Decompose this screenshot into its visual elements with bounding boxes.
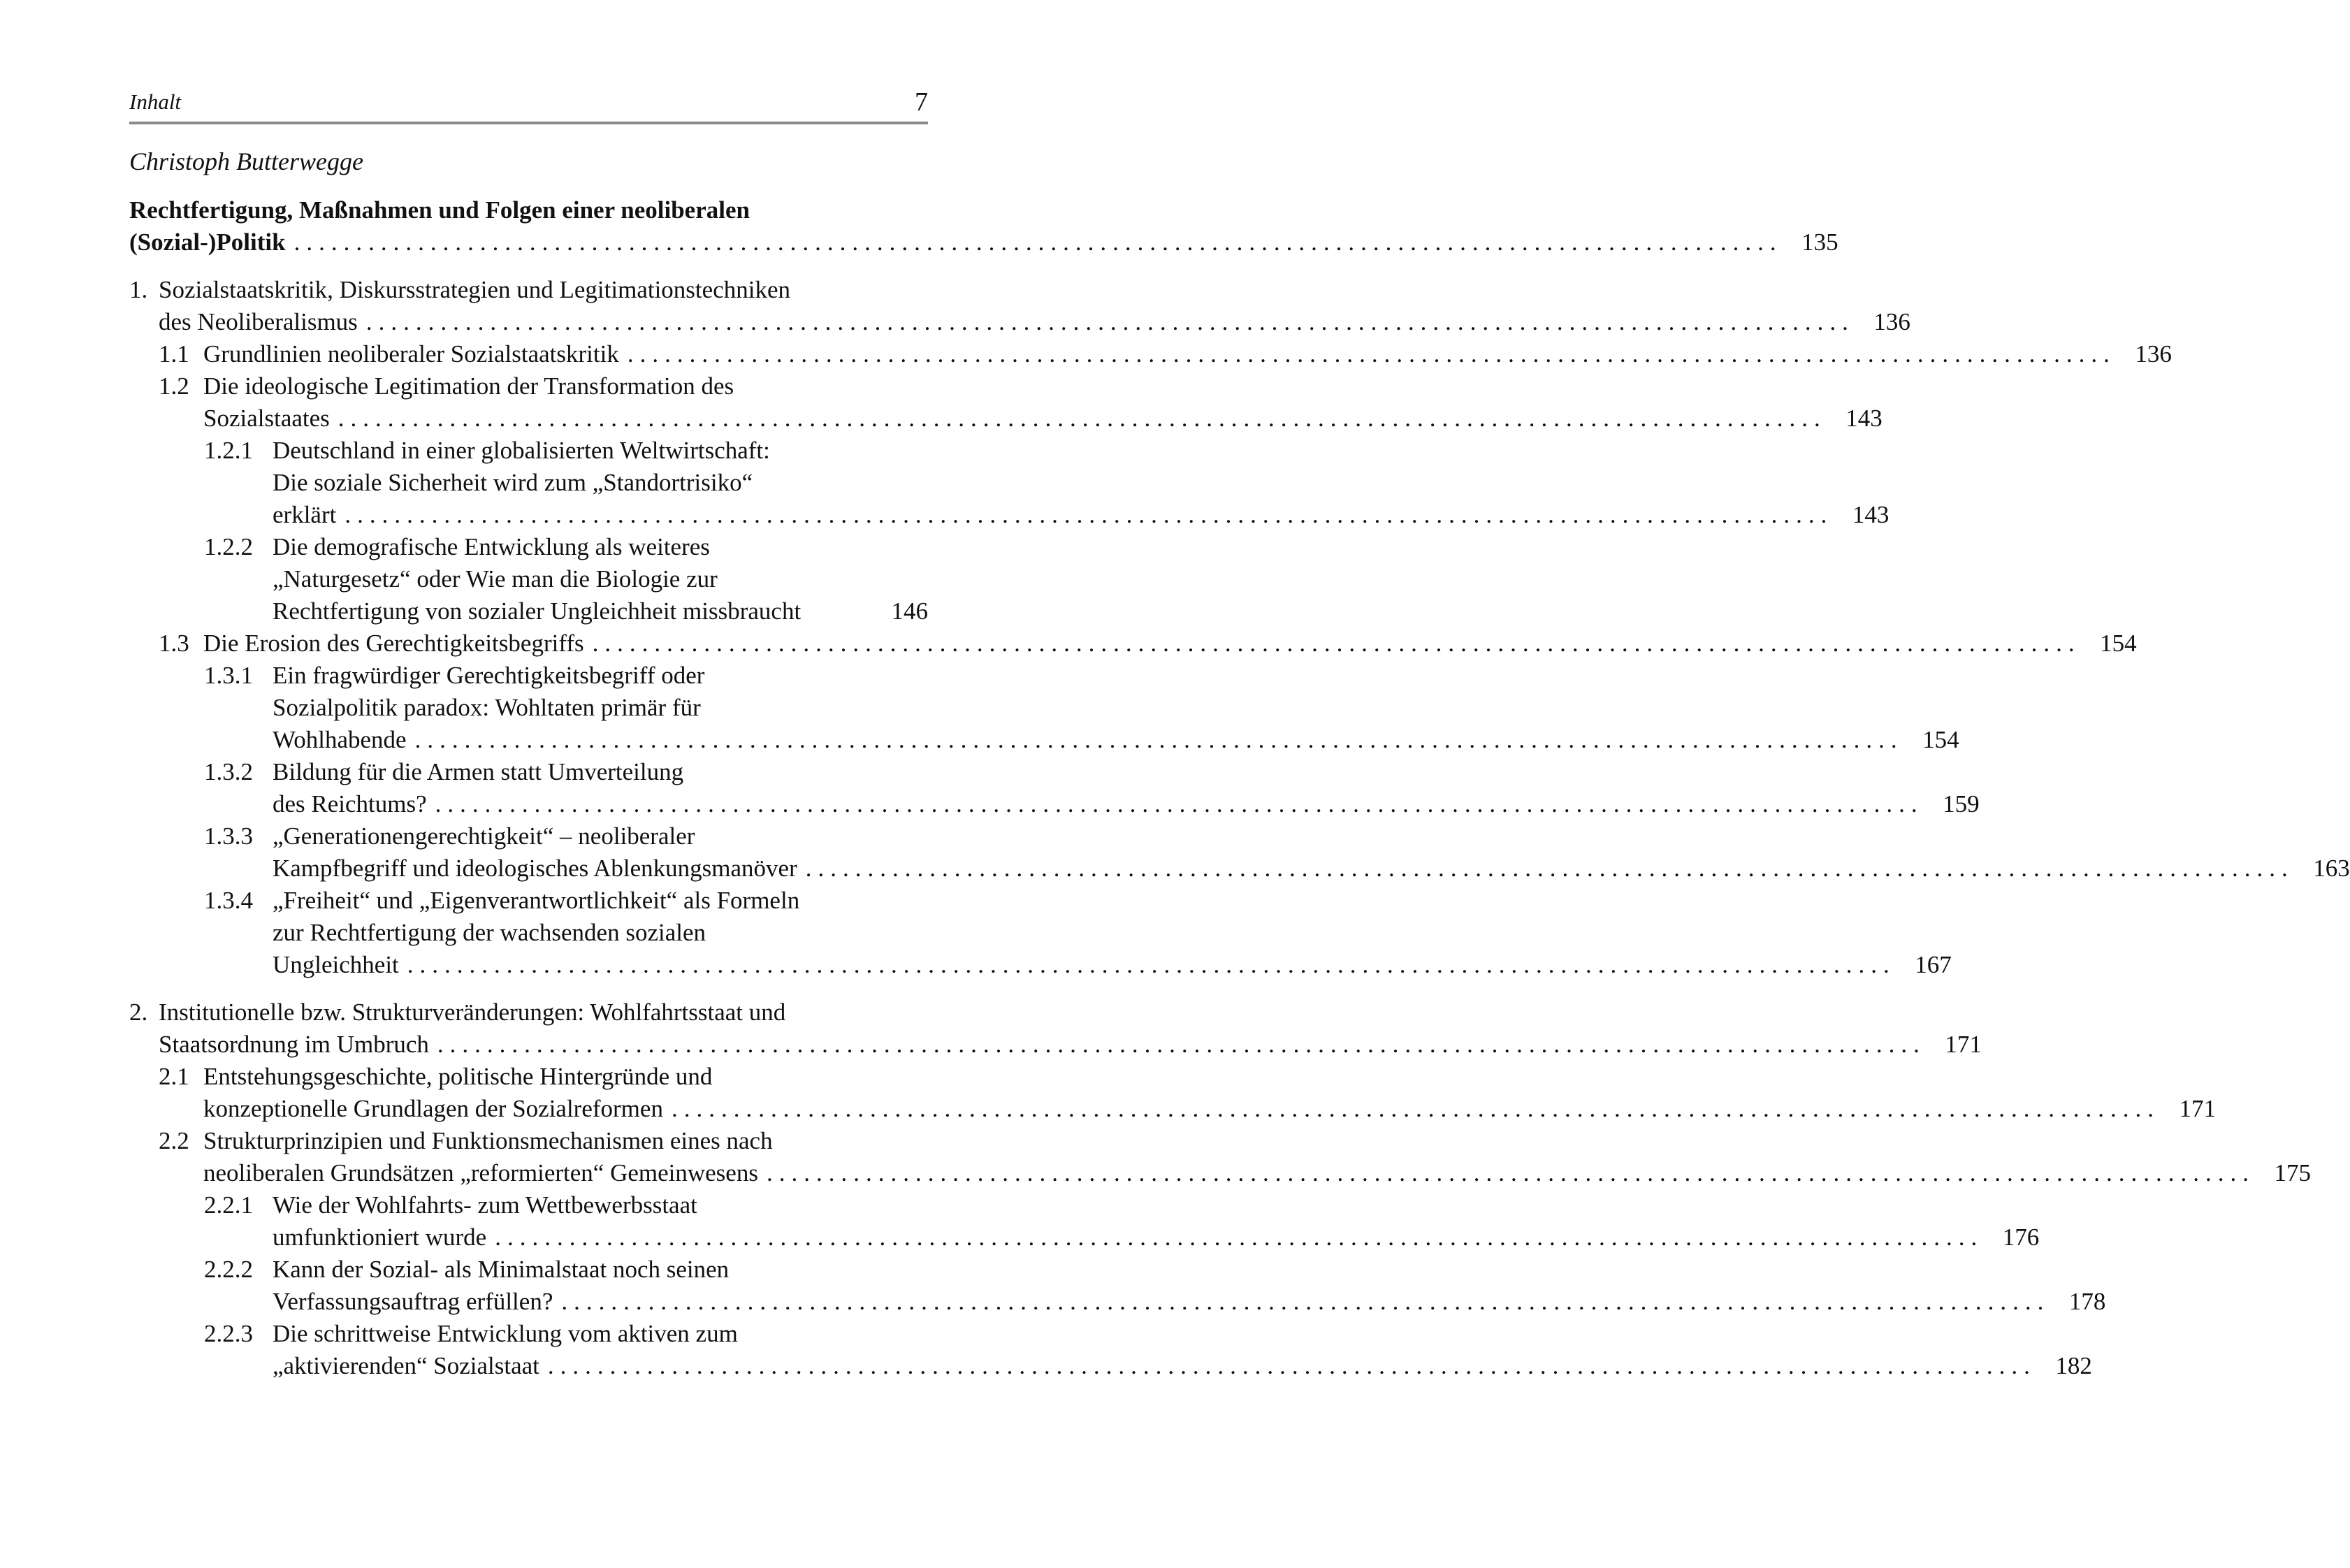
toc-entry-line [129,917,928,949]
toc-entry-number: 2.2.2 [204,1256,253,1283]
toc-entry-title: „Generationengerechtigkeit“ – neoliberaler [273,822,695,850]
toc-entry-line [129,467,928,499]
toc-entry[interactable] [129,1318,2092,1382]
toc-entry-page: 171 [2179,1095,2216,1122]
toc-entry-title: Die demografische Entwicklung als weiteres [273,533,710,560]
toc-entry-line [129,274,928,306]
toc-entry-line [129,563,928,595]
toc-entry-line [129,435,928,467]
toc-entry-number: 1. [129,276,148,303]
toc-entry-number: 1.1 [159,340,189,368]
toc-entry-number: 2.2.1 [204,1191,253,1219]
dot-leader: ........................................................................................................................ [805,855,2294,882]
toc-entry-line [129,627,2137,660]
toc-entry-line [129,852,2350,885]
toc-entry-page: 143 [1845,405,1883,432]
toc-entry-line [129,226,1838,259]
toc-entry[interactable] [129,435,1890,531]
toc-entry-line [129,949,1952,981]
toc-entry-title: Grundlinien neoliberaler Sozialstaatskritik [203,340,619,368]
toc-entry-title: Kann der Sozial- als Minimalstaat noch seinen [273,1256,730,1283]
toc-entry-number: 2.2.3 [204,1320,253,1347]
toc-entry-title: konzeptionelle Grundlagen der Sozialreformen [203,1095,663,1122]
toc-entry-title: Kampfbegriff und ideologisches Ablenkungsmanöver [273,855,797,882]
toc-entry-title: Verfassungsauftrag erfüllen? [273,1288,553,1315]
toc-entry-line [129,1254,928,1286]
toc-entry-page: 171 [1945,1031,1982,1058]
dot-leader: ........................................................................................................................ [293,228,1783,256]
toc-entry-line [129,788,1980,820]
toc-entry-title: Institutionelle bzw. Strukturveränderungen: Wohlfahrtsstaat und [159,999,786,1026]
toc-entry-title: (Sozial-)Politik [129,228,286,256]
dot-leader: ........................................................................................................................ [627,340,2116,368]
toc-entry[interactable] [129,1061,2216,1125]
toc-entry-title: neoliberalen Grundsätzen „reformierten“ Gemeinwesens [203,1159,758,1186]
toc-entry-line [129,1350,2092,1382]
toc-entry-title: Entstehungsgeschichte, politische Hintergründe und [203,1063,713,1090]
toc-entry-line [129,1061,928,1093]
toc-entry-line [129,1093,2216,1125]
dot-leader: ........................................................................................................................ [561,1288,2050,1315]
toc-entry[interactable] [129,338,2172,370]
toc-entry-line [129,1157,2311,1189]
toc-entry-line [129,1318,928,1350]
toc-entry-page: 143 [1852,501,1890,528]
dot-leader: ........................................................................................................................ [437,1031,1926,1058]
toc-entry-title: „Freiheit“ und „Eigenverantwortlichkeit“ als Formeln [273,887,800,914]
dot-leader: ........................................................................................................................ [414,726,1903,753]
toc-entry-line [129,306,1910,338]
toc-entry-page: 154 [1922,726,1959,753]
toc-entry[interactable] [129,1254,2106,1318]
toc-entry-line [129,595,928,627]
toc-entry[interactable] [129,885,1952,981]
dot-leader: ........................................................................................................................ [407,951,1896,978]
toc-entry-line [129,996,928,1029]
toc-entry-title: des Reichtums? [273,790,427,818]
toc-entry-number: 1.2.1 [204,437,253,464]
dot-leader: ........................................................................................................................ [338,405,1827,432]
toc-entry-title: Die ideologische Legitimation der Transformation des [203,372,734,400]
toc-entry-title: zur Rechtfertigung der wachsenden sozialen [273,919,706,946]
toc-entry[interactable] [129,820,2350,885]
toc-entry-title: umfunktioniert wurde [273,1224,487,1251]
dot-leader: ........................................................................................................................ [592,630,2081,657]
toc-entry-page: 176 [2002,1224,2040,1251]
toc-entry[interactable] [129,531,928,627]
toc-entry-title: Deutschland in einer globalisierten Weltwirtschaft: [273,437,770,464]
toc-entry-number: 1.3 [159,630,189,657]
toc-entry-line [129,885,928,917]
toc-entry-number: 1.2.2 [204,533,253,560]
toc-entry-page: 135 [1801,228,1838,256]
dot-leader: ........................................................................................................................ [547,1352,2036,1379]
toc-entry[interactable] [129,1125,2311,1189]
toc-entry-title: „aktivierenden“ Sozialstaat [273,1352,539,1379]
toc-entry-page: 159 [1943,790,1980,818]
toc-entry-page: 136 [2135,340,2172,368]
toc-entry-page: 175 [2274,1159,2311,1186]
toc-entry-title: Ein fragwürdiger Gerechtigkeitsbegriff oder [273,662,705,689]
toc-entry-line [129,692,928,724]
toc-entry-line [129,1286,2106,1318]
toc-entry-title: des Neoliberalismus [159,308,358,335]
toc-entry-line [129,724,1959,756]
toc-entry-title: erklärt [273,501,337,528]
toc-entry[interactable] [129,370,1883,435]
toc-entry-title: Sozialstaates [203,405,330,432]
toc-entry-title: Strukturprinzipien und Funktionsmechanismen eines nach [203,1127,773,1154]
running-head [129,89,928,124]
toc-entry-line [129,1221,2040,1254]
toc-entry-page: 163 [2313,855,2350,882]
toc-entry-title: Rechtfertigung von sozialer Ungleichheit missbraucht [273,597,802,625]
toc-entry-line [129,370,928,402]
chapter-author: Christoph Butterwegge [129,147,363,175]
toc-entry-page: 182 [2055,1352,2092,1379]
toc-entry-line [129,1029,1982,1061]
toc-entry-line [129,820,928,852]
toc-entry-line [129,1189,928,1221]
toc-entry-line [129,1125,928,1157]
toc-entry-title: Rechtfertigung, Maßnahmen und Folgen einer neoliberalen [129,196,750,224]
toc-entry-page: 167 [1915,951,1952,978]
toc-entry-page: 136 [1873,308,1910,335]
toc-entry-number: 1.3.1 [204,662,253,689]
running-head-title: Inhalt [129,89,182,114]
toc-entry-number: 2.2 [159,1127,189,1154]
dot-leader: ........................................................................................................................ [344,501,1834,528]
dot-leader: ........................................................................................................................ [766,1159,2255,1186]
toc-entry[interactable] [129,274,1910,338]
toc-entry-number: 2.1 [159,1063,189,1090]
toc-entry-line [129,531,928,563]
toc-entry-line [129,338,2172,370]
toc-entry[interactable] [129,627,2137,660]
toc-entry-number: 1.2 [159,372,189,400]
toc-entry-line [129,194,928,226]
toc-entry-title: Bildung für die Armen statt Umverteilung [273,758,684,785]
toc-entry[interactable] [129,756,1980,820]
toc-entry-page: 146 [891,597,928,625]
toc-entry-title: Sozialpolitik paradox: Wohltaten primär für [273,694,701,721]
toc-entry-line [129,499,1890,531]
toc-entry-page: 154 [2100,630,2137,657]
toc-entry-number: 2. [129,999,148,1026]
toc-entry-line [129,402,1883,435]
toc-entry[interactable] [129,996,1982,1061]
toc-entry-title: Die Erosion des Gerechtigkeitsbegriffs [203,630,584,657]
toc-entry-number: 1.3.3 [204,822,253,850]
toc-entry-line [129,660,928,692]
toc-entry-title: „Naturgesetz“ oder Wie man die Biologie zur [273,565,718,593]
toc-entry[interactable] [129,1189,2040,1254]
toc-entry-title: Die schrittweise Entwicklung vom aktiven zum [273,1320,738,1347]
toc-entry-number: 1.3.4 [204,887,253,914]
toc-entry-title: Ungleichheit [273,951,399,978]
toc-entry-title: Staatsordnung im Umbruch [159,1031,429,1058]
toc-entry-line [129,756,928,788]
toc-entry[interactable] [129,194,1838,259]
toc-entry-page: 178 [2068,1288,2106,1315]
table-of-contents [129,194,2350,1382]
toc-entry-title: Wohlhabende [273,726,407,753]
toc-entry[interactable] [129,660,1959,756]
page-number: 7 [915,87,928,117]
dot-leader: ........................................................................................................................ [435,790,1924,818]
toc-entry-title: Wie der Wohlfahrts- zum Wettbewerbsstaat [273,1191,697,1219]
dot-leader: ........................................................................................................................ [671,1095,2160,1122]
toc-entry-title: Die soziale Sicherheit wird zum „Standortrisiko“ [273,469,753,496]
dot-leader: ........................................................................................................................ [495,1224,1984,1251]
toc-entry-number: 1.3.2 [204,758,253,785]
toc-entry-title: Sozialstaatskritik, Diskursstrategien und Legitimationstechniken [159,276,790,303]
dot-leader: ........................................................................................................................ [365,308,1855,335]
